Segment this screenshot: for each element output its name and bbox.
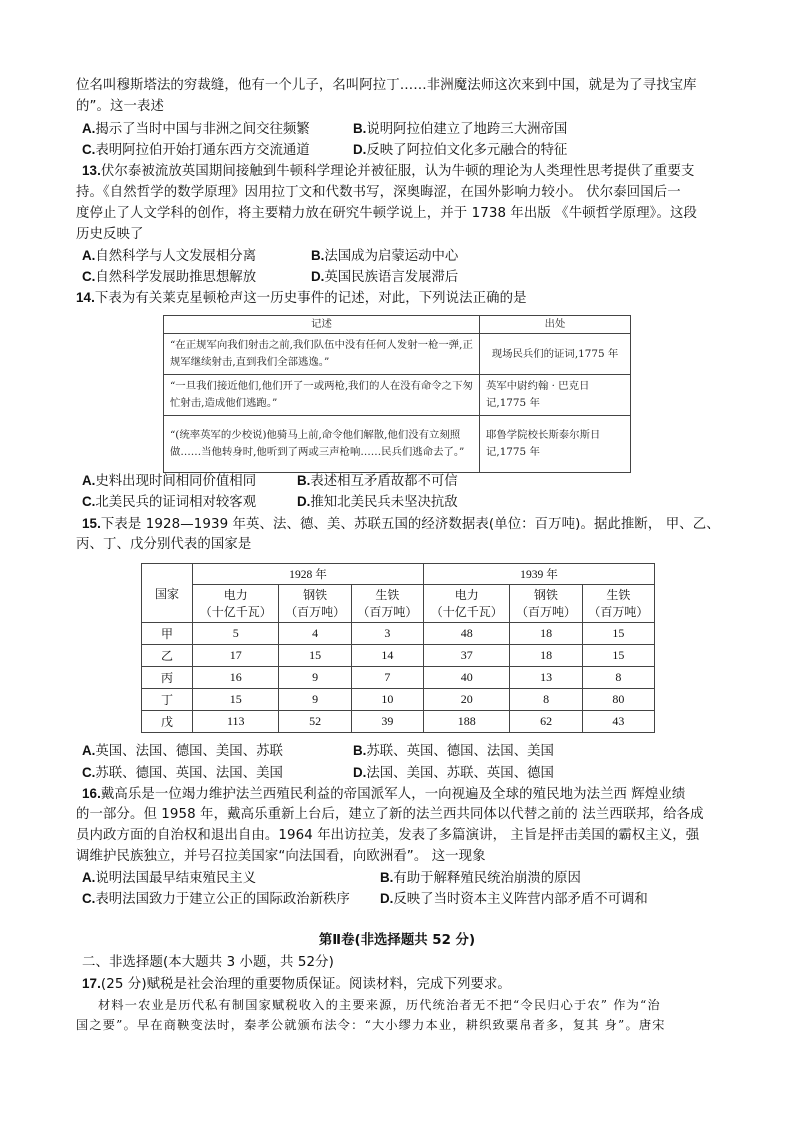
column-header-metric: 钢铁 （百万吨） xyxy=(510,585,582,623)
table-row xyxy=(142,689,655,711)
account-cell: “一旦我们接近他们,他们开了一或两枪,我们的人在没有命令之下匆忙射击,造成他们逃跑。” xyxy=(164,375,480,416)
q16-stem-line-3: 员内政方面的自治权和退出自由。1964 年出访拉美，发表了多篇演讲， 主旨是抨击美国的霸权主义，强 xyxy=(76,828,700,843)
value-cell: 15 xyxy=(582,645,654,667)
table-row xyxy=(142,711,655,733)
value-cell: 80 xyxy=(582,689,654,711)
country-cell: 戊 xyxy=(142,711,193,733)
source-cell: 现场民兵们的证词,1775 年 xyxy=(480,334,631,375)
q17-material-line-2: 国之要”。早在商鞅变法时，秦孝公就颁布法令：“大小缪力本业，耕织致粟帛者多，复其 身”。唐宋 xyxy=(76,1018,666,1032)
value-cell: 4 xyxy=(279,623,351,645)
part2-title: 第Ⅱ卷(非选择题共 52 分) xyxy=(318,933,476,948)
q16-stem-line-2: 的一部分。但 1958 年，戴高乐重新上台后，建立了新的法兰西共同体以代替之前的 法兰西联邦，给各成 xyxy=(76,807,704,822)
column-header-source: 出处 xyxy=(480,316,631,334)
q12-option-b[interactable]: B.说明阿拉伯建立了地跨三大洲帝国 xyxy=(353,121,568,137)
q13-option-d[interactable]: D.英国民族语言发展滞后 xyxy=(311,269,459,285)
q12-option-a[interactable]: A.揭示了当时中国与非洲之间交往频繁 xyxy=(82,121,310,137)
q16-option-a[interactable]: A.说明法国最早结束殖民主义 xyxy=(82,870,257,886)
q14-stem: 14.下表为有关莱克星顿枪声这一历史事件的记述，对此，下列说法正确的是 xyxy=(76,290,527,306)
column-header-1939: 1939 年 xyxy=(423,564,654,585)
q16-option-b[interactable]: B.有助于解释殖民统治崩溃的原因 xyxy=(380,870,581,886)
q17-material-line-1: 材料一农业是历代私有制国家赋税收入的主要来源，历代统治者无不把“令民归心于农” 作为“治 xyxy=(98,998,661,1012)
q15-stem-line-2: 丙、丁、戊分别代表的国家是 xyxy=(76,537,252,552)
q15-option-b[interactable]: B.苏联、英国、德国、法国、美国 xyxy=(353,743,554,759)
q13-option-b[interactable]: B.法国成为启蒙运动中心 xyxy=(311,248,459,264)
value-cell: 52 xyxy=(279,711,351,733)
value-cell: 3 xyxy=(351,623,423,645)
q16-stem-line-4: 调维护民族独立，并号召拉美国家“向法国看，向欧洲看”。 这一现象 xyxy=(76,849,486,864)
table-row xyxy=(142,645,655,667)
column-header-metric: 电力 （十亿千瓦） xyxy=(193,585,279,623)
q15-option-d[interactable]: D.法国、美国、苏联、英国、德国 xyxy=(353,765,554,781)
country-cell: 乙 xyxy=(142,645,193,667)
q14-option-d[interactable]: D.推知北美民兵未坚决抗敌 xyxy=(297,494,458,510)
column-header-account: 记述 xyxy=(164,316,480,334)
value-cell: 14 xyxy=(351,645,423,667)
q15-stem-line-1: 15.下表是 1928—1939 年英、法、德、美、苏联五国的经济数据表(单位：百万吨)。据此推断， 甲、乙、 xyxy=(82,516,720,532)
country-cell: 甲 xyxy=(142,623,193,645)
column-header-1928: 1928 年 xyxy=(193,564,424,585)
q15-option-a[interactable]: A.英国、法国、德国、美国、苏联 xyxy=(82,743,283,759)
q17-stem: 17.(25 分)赋税是社会治理的重要物质保证。阅读材料，完成下列要求。 xyxy=(82,976,511,992)
value-cell: 18 xyxy=(510,645,582,667)
value-cell: 18 xyxy=(510,623,582,645)
q16-option-c[interactable]: C.表明法国致力于建立公正的国际政治新秩序 xyxy=(82,891,350,907)
table-row xyxy=(164,416,631,473)
q12-option-d[interactable]: D.反映了阿拉伯文化多元融合的特征 xyxy=(353,142,568,158)
source-cell: 耶鲁学院校长斯泰尔斯日记,1775 年 xyxy=(480,416,631,473)
table-header-year-row xyxy=(142,564,655,585)
value-cell: 113 xyxy=(193,711,279,733)
q14-sources-table xyxy=(163,315,631,473)
q12-stem-line-2: 的”。这一表述 xyxy=(76,99,164,114)
value-cell: 7 xyxy=(351,667,423,689)
q15-economic-data-table xyxy=(141,563,655,733)
q14-option-c[interactable]: C.北美民兵的证词相对较客观 xyxy=(82,494,257,510)
table-header-metric-row xyxy=(142,585,655,623)
value-cell: 10 xyxy=(351,689,423,711)
value-cell: 5 xyxy=(193,623,279,645)
value-cell: 20 xyxy=(423,689,509,711)
column-header-metric: 钢铁 （百万吨） xyxy=(279,585,351,623)
q12-option-c[interactable]: C.表明阿拉伯开始打通东西方交流通道 xyxy=(82,142,310,158)
column-header-metric: 生铁 （百万吨） xyxy=(351,585,423,623)
column-header-country: 国家 xyxy=(142,564,193,623)
value-cell: 16 xyxy=(193,667,279,689)
table-row xyxy=(142,667,655,689)
q13-option-c[interactable]: C.自然科学发展助推思想解放 xyxy=(82,269,257,285)
table-row xyxy=(164,334,631,375)
account-cell: “在正规军向我们射击之前,我们队伍中没有任何人发射一枪一弹,正规军继续射击,直到我们全部逃逸。” xyxy=(164,334,480,375)
q13-stem-line-1: 13.伏尔泰被流放英国期间接触到牛顿科学理论并被征服，认为牛顿的理论为人类理性思考提供了重要支 xyxy=(82,163,695,179)
account-cell: “(统率英军的少校说)他骑马上前,命令他们解散,他们没有立刻照做……当他转身时,他听到了两或三声枪响……民兵们逃命去了。” xyxy=(164,416,480,473)
part2-heading: 二、非选择题(本大题共 3 小题，共 52分) xyxy=(82,955,334,970)
value-cell: 9 xyxy=(279,689,351,711)
q16-option-d[interactable]: D.反映了当时资本主义阵营内部矛盾不可调和 xyxy=(380,891,648,907)
table-header-row xyxy=(164,316,631,334)
value-cell: 15 xyxy=(193,689,279,711)
value-cell: 39 xyxy=(351,711,423,733)
value-cell: 188 xyxy=(423,711,509,733)
value-cell: 9 xyxy=(279,667,351,689)
column-header-metric: 生铁 （百万吨） xyxy=(582,585,654,623)
q13-option-a[interactable]: A.自然科学与人文发展相分离 xyxy=(82,248,257,264)
value-cell: 15 xyxy=(582,623,654,645)
q13-stem-line-3: 度停止了人文学科的创作，将主要精力放在研究牛顿学说上，并于 1738 年出版 《牛顿哲学原理》。这段 xyxy=(76,206,697,221)
table-row xyxy=(142,623,655,645)
country-cell: 丁 xyxy=(142,689,193,711)
source-cell: 英军中尉约翰 · 巴克日记,1775 年 xyxy=(480,375,631,416)
q13-stem-line-4: 历史反映了 xyxy=(76,227,144,242)
q14-option-a[interactable]: A.史料出现时间相同价值相同 xyxy=(82,473,257,489)
q12-stem-line-1: 位名叫穆斯塔法的穷裁缝，他有一个儿子，名叫阿拉丁……非洲魔法师这次来到中国，就是为了寻找宝库 xyxy=(76,78,697,93)
value-cell: 40 xyxy=(423,667,509,689)
q15-option-c[interactable]: C.苏联、德国、英国、法国、美国 xyxy=(82,765,283,781)
value-cell: 15 xyxy=(279,645,351,667)
column-header-metric: 电力 （十亿千瓦） xyxy=(423,585,509,623)
q16-stem-line-1: 16.戴高乐是一位竭力维护法兰西殖民利益的帝国派军人，一向视遍及全球的殖民地为法兰西 辉煌业绩 xyxy=(82,786,686,802)
value-cell: 13 xyxy=(510,667,582,689)
value-cell: 48 xyxy=(423,623,509,645)
value-cell: 8 xyxy=(582,667,654,689)
value-cell: 8 xyxy=(510,689,582,711)
table-row xyxy=(164,375,631,416)
value-cell: 17 xyxy=(193,645,279,667)
q14-option-b[interactable]: B.表述相互矛盾故都不可信 xyxy=(297,473,458,489)
country-cell: 丙 xyxy=(142,667,193,689)
q13-stem-line-2: 持。《自然哲学的数学原理》因用拉丁文和代数书写，深奥晦涩，在国外影响力较小。 伏尔泰回国后一 xyxy=(76,185,681,200)
value-cell: 43 xyxy=(582,711,654,733)
value-cell: 37 xyxy=(423,645,509,667)
value-cell: 62 xyxy=(510,711,582,733)
